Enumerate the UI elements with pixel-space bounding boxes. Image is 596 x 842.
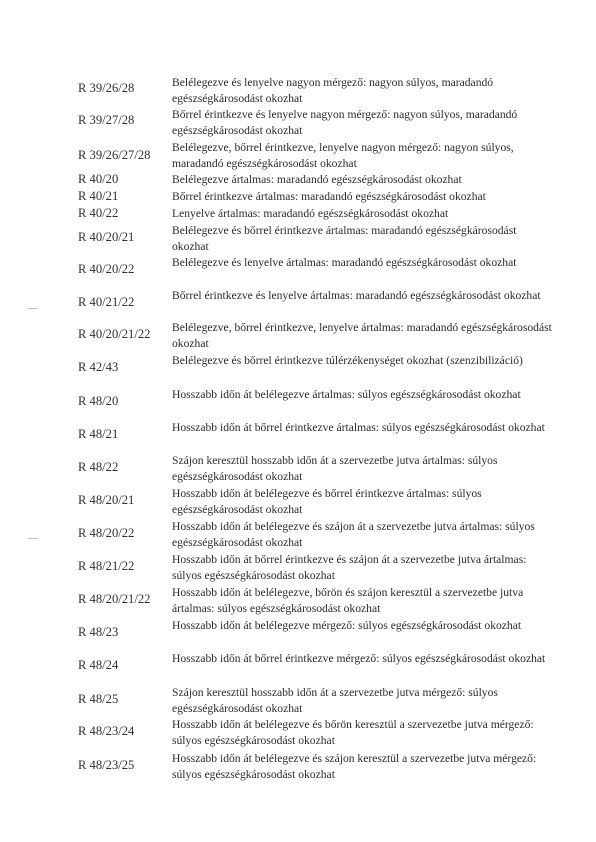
r-phrase-code: R 48/20 [78,394,119,408]
r-phrase-description: Hosszabb időn át belélegezve mérgező: súlyos egészségkárosodást okozhat [172,619,522,632]
r-phrase-code: R 48/24 [78,658,119,672]
r-phrase-code: R 48/25 [78,692,119,706]
r-phrase-description: Hosszabb időn át belélegezve és bőrön keresztül a szervezetbe jutva mérgező: súlyos egészségkárosodást okozhat [172,718,534,747]
r-phrase-description: Hosszabb időn át belélegezve és szájon keresztül a szervezetbe jutva mérgező: súlyos egészségkárosodást okozhat [172,752,537,781]
r-phrase-description: Belélegezve és bőrrel érintkezve túlérzékenységet okozhat (szenzibilizáció) [172,354,523,367]
r-phrase-description: Belélegezve és lenyelve nagyon mérgező: nagyon súlyos, maradandó egészségkárosodást okozhat [172,76,494,105]
r-phrase-code: R 40/21/22 [78,295,135,309]
r-phrase-code: R 48/23/25 [78,758,135,772]
margin-mark [28,308,38,309]
r-phrase-description: Belélegezve, bőrrel érintkezve, lenyelve ártalmas: maradandó egészségkárosodást okozhat [172,321,552,350]
r-phrase-code: R 48/23 [78,625,119,639]
r-phrase-description: Hosszabb időn át bőrrel érintkezve mérgező: súlyos egészségkárosodást okozhat [172,652,546,665]
r-phrase-code: R 40/20/22 [78,262,135,276]
r-phrase-code: R 48/20/21/22 [78,592,151,606]
r-phrase-code: R 48/23/24 [78,724,135,738]
r-phrase-description: Bőrrel érintkezve és lenyelve ártalmas: maradandó egészségkárosodást okozhat [172,289,541,302]
r-phrase-description: Hosszabb időn át bőrrel érintkezve ártalmas: súlyos egészségkárosodást okozhat [172,421,545,434]
r-phrase-code: R 42/43 [78,360,119,374]
r-phrase-description: Hosszabb időn át bőrrel érintkezve és szájon át a szervezetbe jutva ártalmas: súlyos egészségkárosodást okozhat [172,553,527,582]
r-phrase-code: R 40/22 [78,206,119,220]
r-phrase-code: R 48/20/21 [78,493,135,507]
r-phrase-description: Hosszabb időn át belélegezve és szájon át a szervezetbe jutva ártalmas: súlyos egészségkárosodást okozhat [172,520,535,549]
r-phrase-description: Belélegezve ártalmas: maradandó egészségkárosodást okozhat [172,173,462,186]
r-phrase-code: R 40/20/21/22 [78,327,151,341]
r-phrase-code: R 40/20/21 [78,230,135,244]
r-phrase-code: R 40/20 [78,172,119,186]
r-phrase-code: R 39/26/27/28 [78,148,151,162]
r-phrase-code: R 48/21 [78,427,119,441]
r-phrase-description: Bőrrel érintkezve ártalmas: maradandó egészségkárosodást okozhat [172,190,486,203]
r-phrase-description: Hosszabb időn át belélegezve, bőrön és szájon keresztül a szervezetbe jutva ártalmas: súlyos egészségkárosodást okozhat [172,586,524,615]
r-phrase-description: Hosszabb időn át belélegezve ártalmas: súlyos egészségkárosodást okozhat [172,388,521,401]
r-phrase-description: Szájon keresztül hosszabb időn át a szervezetbe jutva mérgező: súlyos egészségkárosodást okozhat [172,686,498,715]
r-phrase-description: Hosszabb időn át belélegezve és bőrrel érintkezve ártalmas: súlyos egészségkárosodást okozhat [172,487,482,516]
margin-mark [28,538,38,539]
r-phrase-code: R 48/20/22 [78,526,135,540]
r-phrase-description: Belélegezve és bőrrel érintkezve ártalmas: maradandó egészségkárosodást okozhat [172,224,517,253]
r-phrase-description: Bőrrel érintkezve és lenyelve nagyon mérgező: nagyon súlyos, maradandó egészségkárosodást okozhat [172,108,518,137]
r-phrase-description: Belélegezve, bőrrel érintkezve, lenyelve nagyon mérgező: nagyon súlyos, maradandó egészségkárosodást okozhat [172,141,514,170]
r-phrase-code: R 40/21 [78,189,119,203]
r-phrase-description: Lenyelve ártalmas: maradandó egészségkárosodást okozhat [172,207,449,220]
r-phrase-code: R 39/26/28 [78,81,135,95]
r-phrase-code: R 39/27/28 [78,113,135,127]
r-phrase-description: Belélegezve és lenyelve ártalmas: maradandó egészségkárosodást okozhat [172,256,517,269]
r-phrase-code: R 48/21/22 [78,559,135,573]
r-phrase-description: Szájon keresztül hosszabb időn át a szervezetbe jutva ártalmas: súlyos egészségkárosodást okozhat [172,454,498,483]
r-phrase-code: R 48/22 [78,460,119,474]
